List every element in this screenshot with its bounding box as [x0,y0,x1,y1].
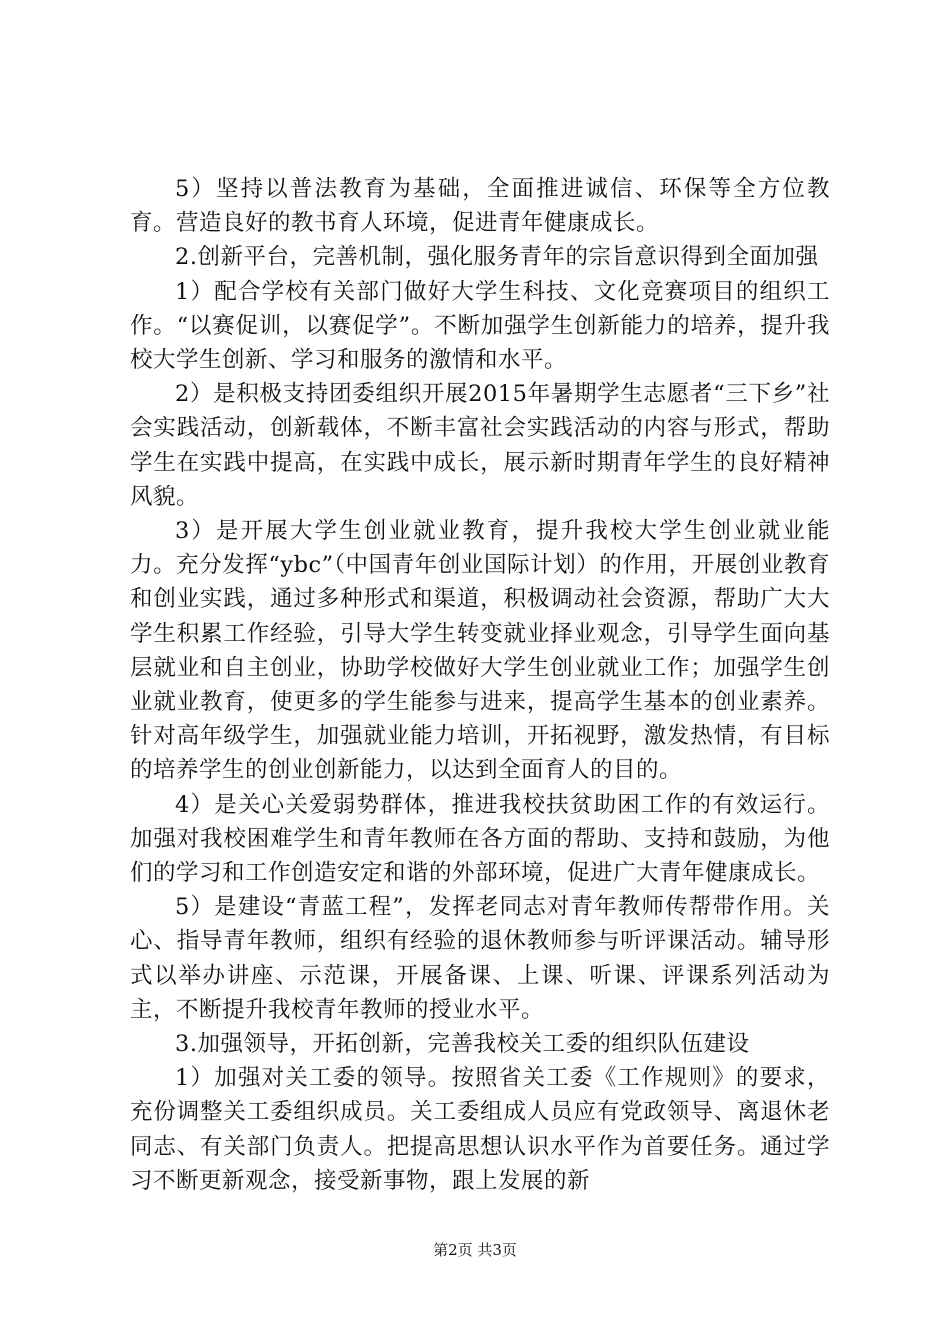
page-footer: 第2页 共3页 [433,1241,517,1259]
paragraph-item-5-qinglan-project: 5）是建设“青蓝工程”，发挥老同志对青年教师传帮带作用。关心、指导青年教师，组织有经验的退休教师参与听评课活动。辅导形式以举办讲座、示范课，开展备课、上课、听课、评课系列活动为主，不断提升我校青年教师的授业水平。 [130,894,830,1023]
paragraph-item-4-disadvantaged: 4）是关心关爱弱势群体，推进我校扶贫助困工作的有效运行。加强对我校困难学生和青年教师在各方面的帮助、支持和鼓励，为他们的学习和工作创造安定和谐的外部环境，促进广大青年健康成长。 [130,791,830,887]
paragraph-item-5-law-education: 5）坚持以普法教育为基础，全面推进诚信、环保等全方位教育。营造良好的教书育人环境，促进青年健康成长。 [130,176,830,237]
paragraph-item-1-leadership: 1）加强对关工委的领导。按照省关工委《工作规则》的要求，充份调整关工委组织成员。关工委组成人员应有党政领导、离退休老同志、有关部门负责人。把提高思想认识水平作为首要任务。通过学习不断更新观念，接受新事物，跟上发展的新 [130,1065,830,1194]
section-heading-2: 2.创新平台，完善机制，强化服务青年的宗旨意识得到全面加强 [175,244,819,271]
section-heading-3: 3.加强领导，开拓创新，完善我校关工委的组织队伍建设 [175,1031,750,1058]
paragraph-item-1-competitions: 1）配合学校有关部门做好大学生科技、文化竞赛项目的组织工作。“以赛促训，以赛促学”。不断加强学生创新能力的培养，提升我校大学生创新、学习和服务的激情和水平。 [130,278,830,374]
document-body [130,172,830,1198]
paragraph-item-2-volunteers: 2）是积极支持团委组织开展2015年暑期学生志愿者“三下乡”社会实践活动，创新载体，不断丰富社会实践活动的内容与形式，帮助学生在实践中提高，在实践中成长，展示新时期青年学生的良好精神风貌。 [130,381,830,510]
paragraph-item-3-employment: 3）是开展大学生创业就业教育，提升我校大学生创业就业能力。充分发挥“ybc”（中国青年创业国际计划）的作用，开展创业教育和创业实践，通过多种形式和渠道，积极调动社会资源，帮助广大大学生积累工作经验，引导大学生转变就业择业观念，引导学生面向基层就业和自主创业，协助学校做好大学生创业就业工作；加强学生创业就业教育，使更多的学生能参与进来，提高学生基本的创业素养。针对高年级学生，加强就业能力培训，开拓视野，激发热情，有目标的培养学生的创业创新能力，以达到全面育人的目的。 [130,518,830,784]
